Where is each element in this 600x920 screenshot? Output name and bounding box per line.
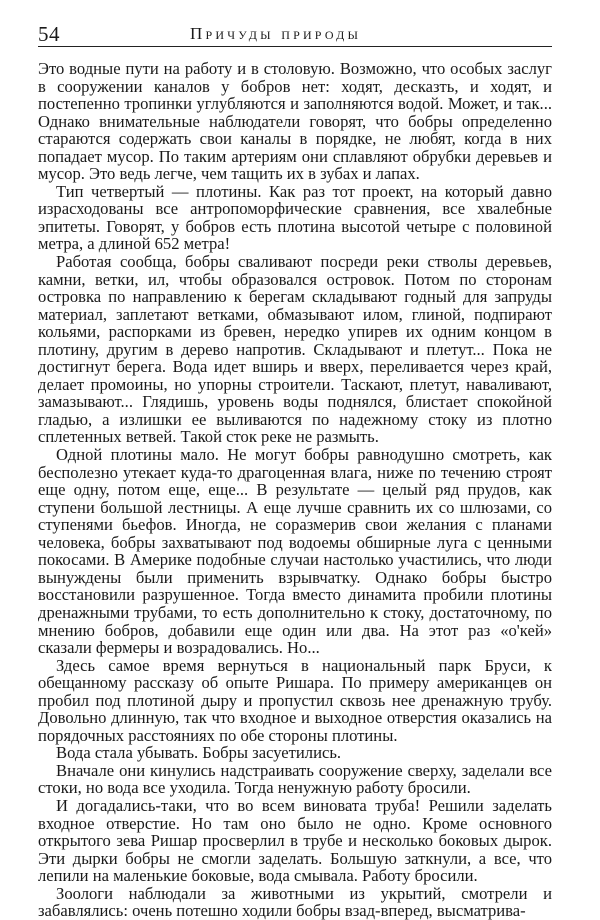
page-header [38,16,552,46]
header-rule [38,46,552,47]
body-text [38,60,552,920]
paragraph: И догадались-таки, что во всем виновата труба! Решили заделать входное отверстие. Но там оно было не одно. Кроме основного открытого зева Ришар просверлил в трубе и несколько боковых дырок. Эти дырки бобры не смогли заделать. Большую заткнули, а все, что лепили на маленькие боковые, вода смывала. Работу бросили. [38,795,552,886]
page-number: 54 [38,22,60,46]
paragraph: Одной плотины мало. Не могут бобры равнодушно смотреть, как бесполезно утекает куда-то драгоценная влага, ниже по течению строят еще одну, потом еще, еще... В результате — целый ряд прудов, как ступени большой лестницы. А еще лучше сравнить их со шлюзами, со ступенями бьефов. Иногда, не соразмерив свои желания с планами человека, бобры захватывают под водоемы обширные луга с ценными покосами. В Америке подобные случаи настолько участились, что люди вынуждены были применить взрывчатку. Однако бобры быстро восстановили разрушенное. Тогда вместо динамита пробили плотины дренажными трубами, то есть дополнительно к стоку, достаточному, по мнению бобров, добавили еще один или два. На этот раз «о'кей» сказали фермеры и возрадовались. Но... [38,445,552,658]
paragraph: Здесь самое время вернуться в национальный парк Бруси, к обещанному рассказу об опыте Ришара. По примеру американцев он пробил под плотиной дыру и пропустил сквозь нее дренажную трубу. Довольно длинную, так что входное и выходное отверстия оказались на порядочных расстояниях по обе стороны плотины. [38,655,552,745]
paragraph: Это водные пути на работу и в столовую. Возможно, что особых заслуг в сооружении каналов у бобров нет: ходят, десказть, и ходят, и постепенно тропинки углубляются и заполняются водой. Может, и так... Однако внимательные наблюдатели говорят, что бобры определенно стараются содержать свои каналы в порядке, не любят, когда в них попадает мусор. По таким артериям они сплавляют обрубки деревьев и мусор. Это ведь легче, чем тащить их в зубах и лапах. [38,59,552,184]
paragraph: Вода стала убывать. Бобры засуетились. [56,743,342,763]
paragraph: Зоологи наблюдали за животными из укрытий, смотрели и забавлялись: очень потешно ходили бобры взад-вперед, высматрива- [38,883,552,920]
paragraph: Тип четвертый — плотины. Как раз тот проект, на который давно израсходованы все антропоморфические сравнения, все хвалебные эпитеты. Говорят, у бобров есть плотина высотой четыре с половиной метра, а длиной 652 метра! [38,181,552,254]
running-title: Причуды природы [190,24,362,43]
paragraph: Вначале они кинулись надстраивать сооружение сверху, заделали все стоки, но вода все уходила. Тогда ненужную работу бросили. [38,760,552,798]
paragraph: Работая сообща, бобры сваливают посреди реки стволы деревьев, камни, ветки, ил, чтобы образовался островок. Потом по сторонам островка по направлению к берегам складывают годный для запруды материал, заплетают ветками, обмазывают илом, глиной, подпирают кольями, распорками из бревен, нередко упирев их одним концом в плотину, другим в дерево напротив. Складывают и плетут... Пока не достигнут берега. Вода идет вширь и вверх, переливается через край, делает промоины, но упорны строители. Таскают, плетут, наваливают, замазывают... Глядишь, уровень воды поднялся, блистает спокойной гладью, а излишки ее выливаются по надежному стоку из плотно сплетенных ветвей. Такой сток реке не размыть. [38,252,552,447]
